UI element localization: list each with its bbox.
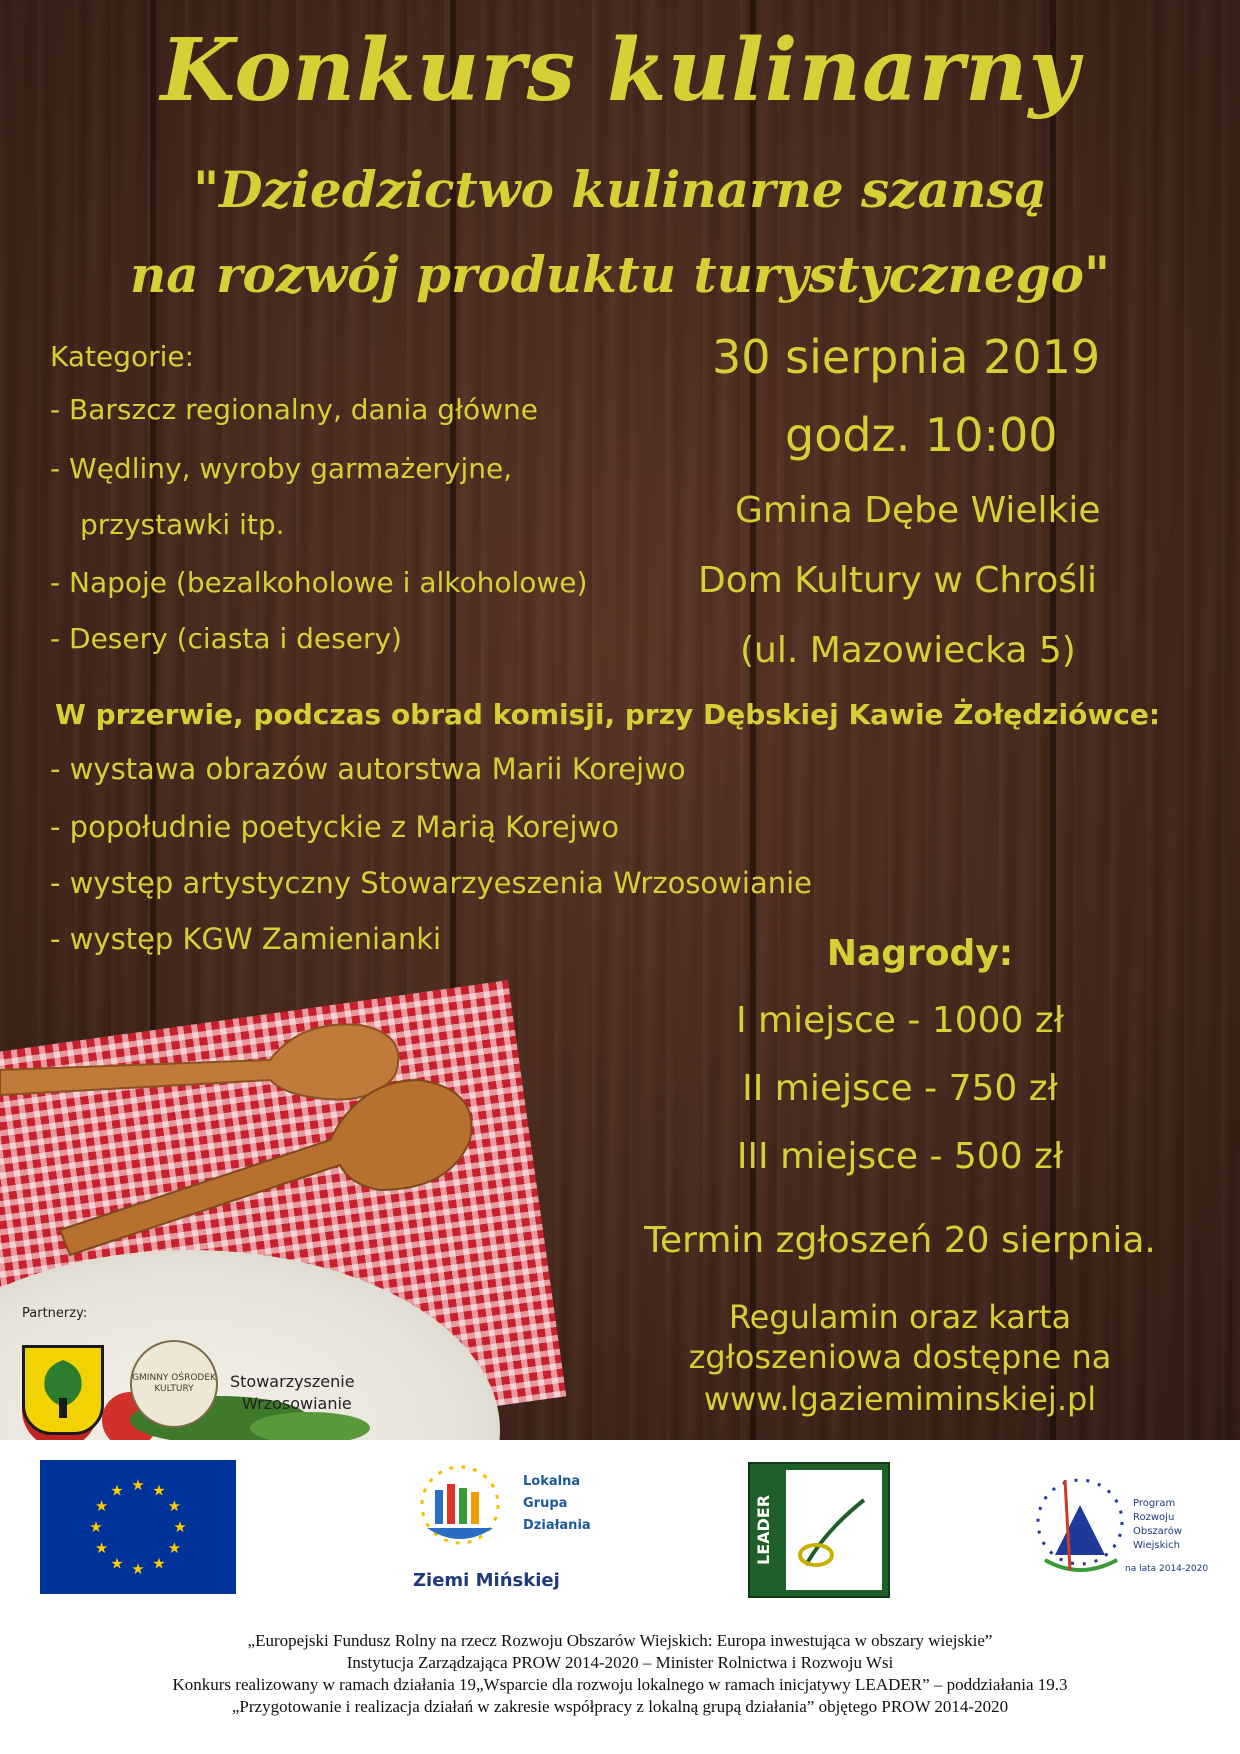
eu-star-icon: ★ (167, 1539, 182, 1557)
event-address: (ul. Mazowiecka 5) (740, 630, 1076, 671)
event-place-2: Dom Kultury w Chrośli (698, 560, 1098, 601)
footer-line: „Przygotowanie i realizacja działań w zakresie współpracy z lokalną grupą działania” objętego PROW 2014-2020 (231, 1697, 1009, 1716)
partner-association-line-1: Stowarzyszenie (230, 1372, 355, 1391)
break-heading: W przerwie, podczas obrad komisji, przy Dębskiej Kawie Żołędziówce: (55, 698, 1161, 731)
prow-emblem-icon (1025, 1460, 1135, 1590)
eu-star-icon: ★ (131, 1560, 145, 1578)
eu-star-icon: ★ (94, 1497, 109, 1515)
eu-star-icon: ★ (110, 1554, 124, 1573)
partner-association-line-2: Wrzosowianie (242, 1394, 352, 1413)
break-item: - występ KGW Zamienianki (50, 922, 442, 956)
eu-star-icon: ★ (110, 1481, 124, 1500)
event-time: godz. 10:00 (785, 408, 1058, 462)
lgd-line: Działania (523, 1518, 591, 1533)
prize-item: III miejsce - 500 zł (736, 1136, 1064, 1177)
rules-info-line-1: Regulamin oraz karta (728, 1298, 1072, 1336)
lgd-logo (405, 1460, 605, 1600)
break-item: - wystawa obrazów autorstwa Marii Korejwo (50, 752, 686, 786)
category-item: - Napoje (bezalkoholowe i alkoholowe) (50, 566, 588, 599)
eu-flag-icon (40, 1460, 236, 1594)
eu-star-icon: ★ (173, 1518, 187, 1536)
prow-line: Obszarów (1133, 1526, 1182, 1537)
prize-item: II miejsce - 750 zł (742, 1068, 1058, 1109)
prize-item: I miejsce - 1000 zł (735, 1000, 1065, 1041)
prow-logo (1025, 1460, 1225, 1600)
category-item: przystawki itp. (80, 508, 285, 541)
leader-logo (748, 1462, 890, 1598)
category-item: - Wędliny, wyroby garmażeryjne, (50, 452, 513, 485)
break-item: - występ artystyczny Stowarzyeszenia Wrzosowianie (50, 866, 813, 900)
rules-info-line-2: zgłoszeniowa dostępne na (688, 1338, 1112, 1376)
funding-logos-strip (0, 1460, 1240, 1610)
lgd-people-icon (405, 1460, 515, 1550)
leader-leaf-icon (786, 1470, 882, 1590)
footer-line: Konkurs realizowany w ramach działania 19„Wsparcie dla rozwoju lokalnego w ramach inicjatywy LEADER” – poddziałania 19.3 (172, 1675, 1068, 1694)
rules-url: www.lgaziemiminskiej.pl (703, 1380, 1097, 1418)
stamp-text: GMINNY OŚRODEK KULTURY (132, 1373, 216, 1394)
event-date: 30 sierpnia 2019 (712, 330, 1101, 384)
event-place-1: Gmina Dębe Wielkie (735, 490, 1101, 531)
lgd-line: Grupa (523, 1496, 568, 1511)
footer-line: Instytucja Zarządzająca PROW 2014-2020 – Minister Rolnictwa i Rozwoju Wsi (346, 1653, 894, 1672)
partners-label: Partnerzy: (22, 1306, 88, 1321)
categories-heading: Kategorie: (50, 340, 195, 373)
eu-star-icon: ★ (89, 1518, 103, 1536)
prow-line: Wiejskich (1133, 1540, 1180, 1551)
eu-star-icon: ★ (131, 1476, 145, 1494)
gmina-coat-of-arms-icon (22, 1345, 104, 1435)
funding-footer (0, 1630, 1240, 1718)
break-item: - popołudnie poetyckie z Marią Korejwo (50, 810, 620, 844)
lgd-name: Ziemi Mińskiej (413, 1570, 560, 1591)
prow-line: Program (1133, 1498, 1176, 1509)
prow-line: Rozwoju (1133, 1512, 1175, 1523)
leader-text: LEADER (754, 1494, 773, 1566)
eu-star-icon: ★ (94, 1539, 109, 1557)
category-item: - Desery (ciasta i desery) (50, 622, 402, 655)
page-title: Konkurs kulinarny (160, 20, 1080, 121)
eu-star-icon: ★ (167, 1497, 182, 1515)
prizes-heading: Nagrody: (826, 933, 1014, 974)
eu-star-icon: ★ (152, 1481, 166, 1500)
prow-years: na lata 2014-2020 (1125, 1564, 1209, 1574)
eu-star-icon: ★ (152, 1554, 166, 1573)
category-item: - Barszcz regionalny, dania główne (50, 393, 539, 426)
footer-line: „Europejski Fundusz Rolny na rzecz Rozwoju Obszarów Wiejskich: Europa inwestująca w obszary wiejskie” (247, 1631, 993, 1650)
subtitle-line-2: na rozwój produktu turystycznego" (129, 245, 1111, 304)
cultural-center-stamp-icon (130, 1340, 218, 1428)
subtitle-line-1: "Dziedzictwo kulinarne szansą (193, 160, 1047, 219)
registration-deadline: Termin zgłoszeń 20 sierpnia. (644, 1220, 1156, 1261)
lgd-line: Lokalna (523, 1474, 581, 1489)
